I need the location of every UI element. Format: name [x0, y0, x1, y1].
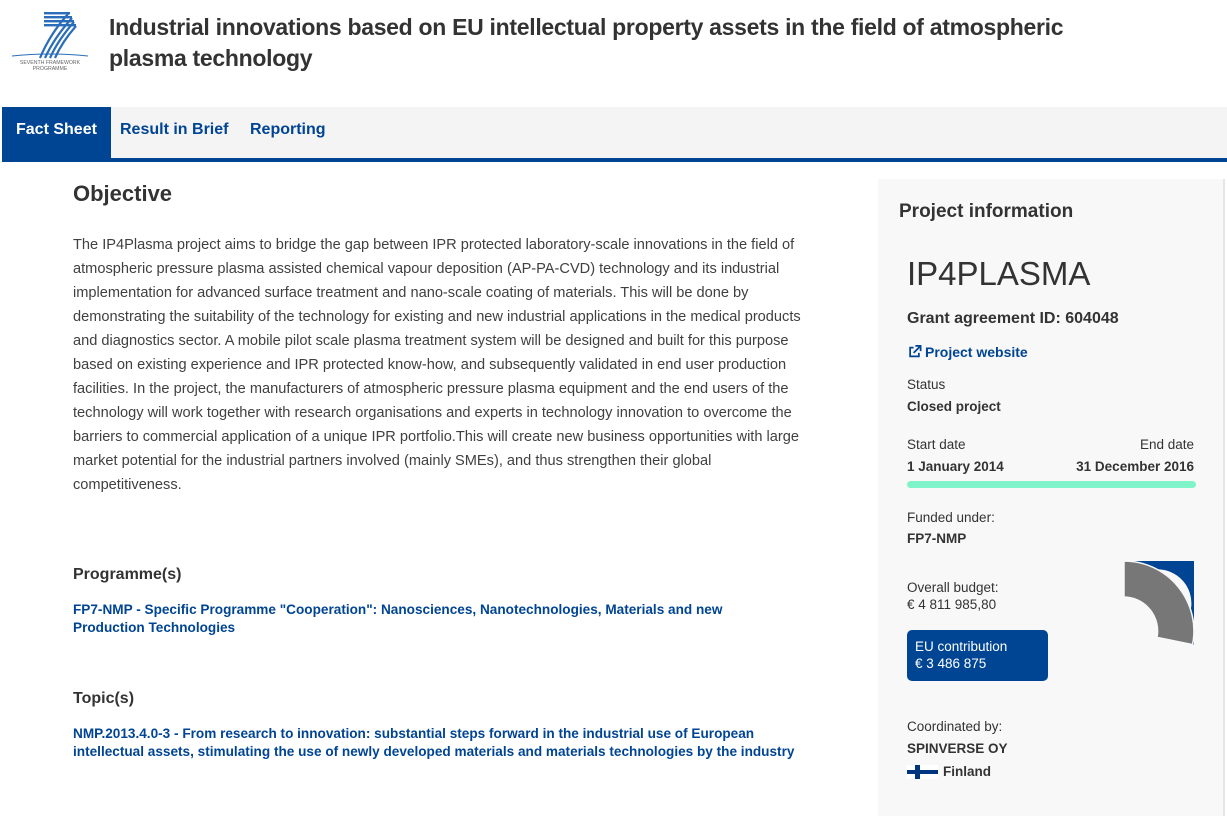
tab-bar — [2, 107, 1227, 162]
grant-agreement-id: Grant agreement ID: 604048 — [907, 310, 1119, 327]
programme-link[interactable]: FP7-NMP - Specific Programme "Cooperation": Nanosciences, Nanotechnologies, Materials and new Production Technologies — [73, 602, 723, 635]
main-content — [73, 178, 813, 759]
coordinator-country: Finland — [943, 764, 991, 779]
topics-heading: Topic(s) — [73, 690, 135, 707]
end-date-value: 31 December 2016 — [1076, 459, 1194, 474]
overall-budget-value: € 4 811 985,80 — [907, 597, 997, 612]
objective-heading: Objective — [73, 181, 173, 206]
funded-under-value: FP7-NMP — [907, 531, 967, 546]
topic-link[interactable]: NMP.2013.4.0-3 - From research to innovation: substantial steps forward in the industrial use of European intellectual assets, stimulating the use of newly developed materials and materials technologies by the industry — [73, 726, 795, 759]
budget-donut-chart — [1054, 561, 1194, 701]
svg-text:PROGRAMME: PROGRAMME — [32, 66, 68, 72]
finland-flag-icon — [907, 765, 938, 779]
project-website-label: Project website — [925, 344, 1028, 360]
project-information-panel — [878, 179, 1225, 816]
project-info-heading: Project information — [899, 201, 1074, 222]
programmes-heading: Programme(s) — [73, 566, 182, 583]
end-date-label: End date — [1139, 437, 1194, 452]
page-header — [0, 0, 1227, 100]
fp7-logo-icon — [10, 8, 90, 72]
status-value: Closed project — [907, 399, 1001, 414]
tab-result-in-brief[interactable]: Result in Brief — [120, 121, 229, 138]
project-duration-progress-bar — [907, 481, 1196, 488]
external-link-icon — [907, 345, 922, 359]
coordinator-name: SPINVERSE OY — [907, 741, 1008, 756]
svg-text:SEVENTH FRAMEWORK: SEVENTH FRAMEWORK — [19, 60, 81, 66]
project-website-link[interactable] — [907, 344, 1028, 360]
objective-text: The IP4Plasma project aims to bridge the gap between IPR protected laboratory-scale innovations in the field of atmospheric pressure plasma assisted chemical vapour deposition (AP-PA-CVD) technology and its industrial implementation for advanced surface treatment and nano-scale coating of materials. This will be done by demonstrating the suitability of the technology for existing and new industrial applications in the medical products and diagnostics sector. A mobile pilot scale plasma treatment system will be designed and built for this purpose based on existing experience and IPR protected know-how, and subsequently validated in end user production facilities. In the project, the manufacturers of atmospheric pressure plasma equipment and the end users of the technology will work together with research organisations and experts in technology innovation to overcome the barriers to commercial application of a unique IPR portfolio.This will create new business opportunities with large market potential for the industrial partners involved (mainly SMEs), and thus strengthen their global competitiveness. — [73, 237, 801, 493]
tab-reporting[interactable]: Reporting — [250, 121, 326, 138]
overall-budget-label: Overall budget: — [907, 580, 999, 595]
status-label: Status — [907, 377, 946, 392]
funded-under-label: Funded under: — [907, 510, 995, 525]
eu-contribution-label: EU contribution — [915, 639, 1008, 654]
project-acronym: IP4PLASMA — [907, 255, 1091, 292]
coordinated-by-label: Coordinated by: — [907, 719, 1003, 734]
page-title: Industrial innovations based on EU intellectual property assets in the field of atmospheric plasma technology — [109, 14, 1064, 71]
eu-contribution-value: € 3 486 875 — [915, 656, 987, 671]
start-date-value: 1 January 2014 — [907, 459, 1004, 474]
eu-contribution-box — [907, 630, 1048, 681]
start-date-label: Start date — [907, 437, 966, 452]
tab-fact-sheet[interactable]: Fact Sheet — [2, 107, 111, 158]
